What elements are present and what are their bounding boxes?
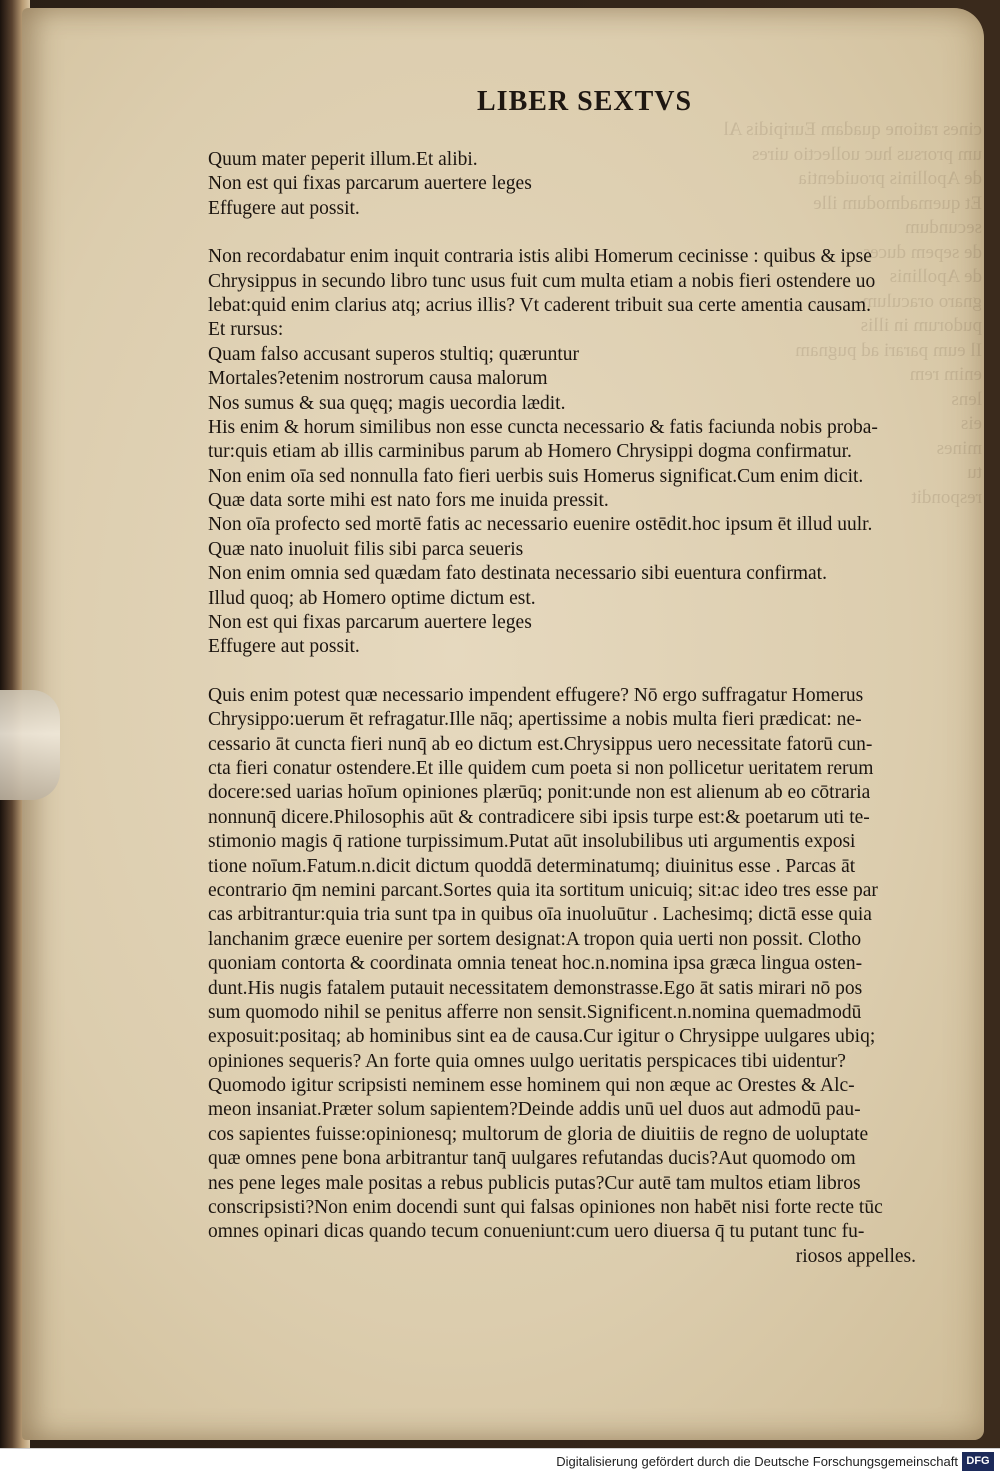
main-text [208,148,928,1269]
text-line: stimonio magis q̄ ratione turpissimum.Putat aūt insolubilibus uti argumentis exposi [208,831,856,853]
text-block-1 [208,148,928,221]
page-heading: LIBER SEXTVS [477,86,693,117]
text-line: Quomodo igitur scripsisti neminem esse hominem qui non æque ac Orestes & Alc- [208,1075,855,1097]
text-line: lanchanim græce euenire per sortem designat:A tropon quia uerti non possit. Clotho [208,928,862,950]
text-block-2 [208,245,928,660]
closing-line: riosos appelles. [795,1245,916,1267]
text-line: Effugere aut possit. [208,636,360,658]
text-line: Non est qui fixas parcarum auertere leges [208,612,532,634]
text-line: Effugere aut possit. [208,197,360,219]
footer-bar [0,1448,1000,1475]
text-line: Mortales?etenim nostrorum causa malorum [208,368,548,390]
text-line: dunt.His nugis fatalem putauit necessitatem demonstrasse.Ego āt satis mirari nō pos [208,977,863,999]
text-line: exposuit:positaq; ab hominibus sint ea de causa.Cur igitur o Chrysippe uulgares ubiq; [208,1026,876,1048]
text-line: His enim & horum similibus non esse cuncta necessario & fatis faciunda nobis proba- [208,416,878,438]
text-line: econtrario q̄m nemini parcant.Sortes quia ita sortitum unicuiq; sit:ac ideo tres esse par [208,879,878,901]
text-line: cta fieri conatur ostendere.Et ille quidem cum poeta si non pollicetur ueritatem rerum [208,757,874,779]
text-line: cos sapientes fuisse:opinionesq; multorum de gloria de diuitiis de regno de uoluptate [208,1123,869,1145]
text-line: meon insaniat.Præter solum sapientem?Deinde addis unū uel duos aut admodū pau- [208,1099,861,1121]
text-line: Non enim oīa sed nonnulla fato fieri uerbis suis Homerus significat.Cum enim dicit. [208,465,864,487]
book-page [22,8,984,1440]
bleed-through-text: cines ratione quadam Euripidis Al um prorsus huc uollectio uires de Apollinis prouidentia Et quemadmodum ille secundum de sepem duces de Apollinis gnaro oraculum pudorum in illis Il eum parari ad pugnam enim rem lens eis mines tu respondit [723,119,982,508]
text-line: nes pene leges male positas a rebus publicis putas?Cur autē tam multos etiam libros [208,1172,861,1194]
text-block-3 [208,684,928,1245]
text-line: Quæ nato inuoluit filis sibi parca seueris [208,538,524,560]
text-line: Et rursus: [208,319,284,341]
text-line: Non enim omnia sed quædam fato destinata necessario sibi euentura confirmat. [208,563,827,585]
text-line: Quis enim potest quæ necessario impendent effugere? Nō ergo suffragatur Homerus [208,684,864,706]
text-line: nonnunq̄ dicere.Philosophis aūt & contradicere sibi ipsis turpe est:& poetarum uti te- [208,806,870,828]
text-line: omnes opinari dicas quando tecum conueniunt:cum uero diuersa q̄ tu putant tunc fu- [208,1221,865,1243]
text-line: cas arbitrantur:quia tria sunt tpa in quibus oīa inuoluūtur . Lachesimq; dictā esse quia [208,904,872,926]
binding-strap [0,690,60,800]
footer-credit: Digitalisierung gefördert durch die Deutsche Forschungsgemeinschaft [556,1454,958,1469]
text-line: sum quomodo nihil se penitus afferre non sensit.Significent.n.nomina quemadmodū [208,1001,862,1023]
text-line: Non oīa profecto sed mortē fatis ac necessario euenire ostēdit.hoc ipsum ēt illud uulr. [208,514,873,536]
text-line: Quæ data sorte mihi est nato fors me inuida pressit. [208,490,609,512]
text-line: opiniones sequeris? An forte quia omnes uulgo ueritatis perspicaces tibi uidentur? [208,1050,846,1072]
text-line: cessario āt cuncta fieri nunq̄ ab eo dictum est.Chrysippus uero necessitate fatorū cun- [208,733,873,755]
text-line: Non est qui fixas parcarum auertere leges [208,173,532,195]
text-line: conscripsisti?Non enim docendi sunt qui falsas opiniones non habēt nisi forte recte tūc [208,1197,883,1219]
text-line: Quam falso accusant superos stultiq; quæruntur [208,343,579,365]
text-line: docere:sed uarias hoīum opiniones plærūq; ponit:unde non est alienum ab eo cōtraria [208,782,871,804]
text-line: Illud quoq; ab Homero optime dictum est. [208,587,536,609]
text-line: Nos sumus & sua quęq; magis uecordia lædit. [208,392,566,414]
text-line: Chrysippus in secundo libro tunc usus fuit cum multa etiam a nobis fieri ostendere uo [208,270,876,292]
text-line: lebat:quid enim clarius atq; acrius illis? Vt caderent tribuit sua certe amentia causam. [208,294,871,316]
text-line: Chrysippo:uerum ēt refragatur.Ille nāq; apertissime a nobis multa fieri prædicat: ne- [208,709,862,731]
text-line: tione noīum.Fatum.n.dicit dictum quoddā determinatumq; diuinitus esse . Parcas āt [208,855,856,877]
text-line: quæ omnes pene bona arbitrantur tanq̄ uulgares refutandas ducis?Aut quomodo om [208,1148,856,1170]
dfg-logo: DFG [962,1452,994,1471]
text-line: quoniam contorta & coordinata omnia teneat hoc.n.nomina ipsa græca lingua osten- [208,953,863,975]
text-line: tur:quis etiam ab illis carminibus parum ab Homero Chrysippi dogma confirmatur. [208,441,852,463]
text-line: Non recordabatur enim inquit contraria istis alibi Homerum cecinisse : quibus & ipse [208,246,872,268]
text-line: Quum mater peperit illum.Et alibi. [208,149,478,170]
